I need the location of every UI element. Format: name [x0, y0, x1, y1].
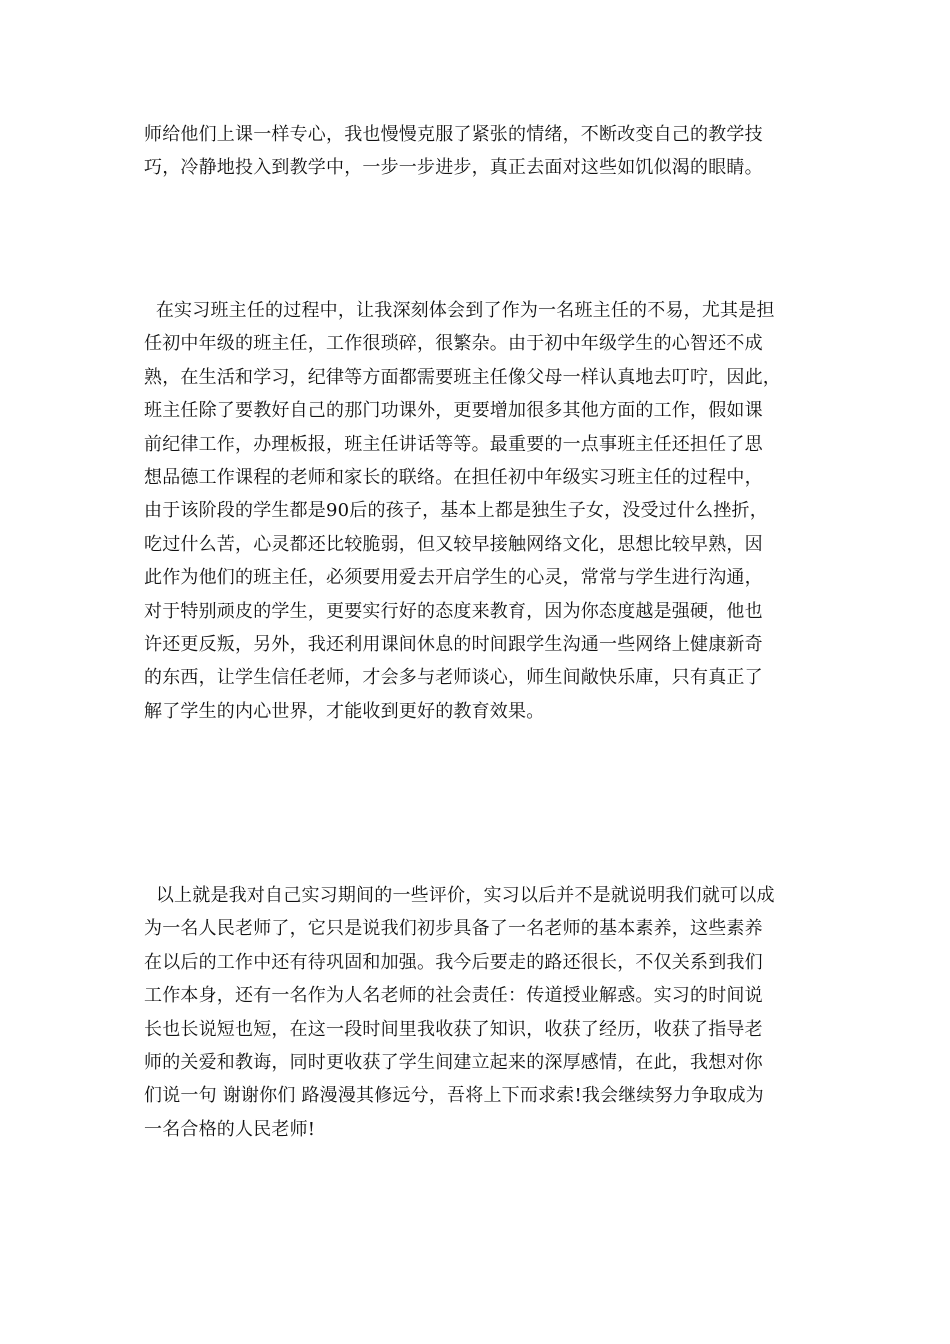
paragraph-1 — [144, 118, 816, 185]
text-line: 想品德工作课程的老师和家长的联络。在担任初中年级实习班主任的过程中， — [144, 466, 763, 488]
text-line: 们说一句 谢谢你们 路漫漫其修远兮，吾将上下而求索!我会继续努力争取成为 — [144, 1085, 764, 1107]
text-line: 任初中年级的班主任，工作很琐碎，很繁杂。由于初中年级学生的心智还不成 — [144, 333, 763, 355]
text-line: 一名合格的人民老师! — [144, 1118, 316, 1140]
text-line: 熟，在生活和学习，纪律等方面都需要班主任像父母一样认真地去叮咛，因此， — [144, 366, 781, 388]
text-line: 许还更反叛，另外，我还利用课间休息的时间跟学生沟通一些网络上健康新奇 — [144, 633, 763, 655]
text-line: 吃过什么苦，心灵都还比较脆弱，但又较早接触网络文化，思想比较早熟，因 — [144, 533, 763, 555]
text-line: 师的关爱和教诲，同时更收获了学生间建立起来的深厚感情，在此，我想对你 — [144, 1051, 763, 1073]
text-line: 在以后的工作中还有待巩固和加强。我今后要走的路还很长，不仅关系到我们 — [144, 951, 763, 973]
text-line: 班主任除了要教好自己的那门功课外，更要增加很多其他方面的工作，假如课 — [144, 400, 763, 422]
text-line: 在实习班主任的过程中，让我深刻体会到了作为一名班主任的不易，尤其是担 — [144, 300, 775, 321]
text-line: 对于特别顽皮的学生，更要实行好的态度来教育，因为你态度越是强硬，他也 — [144, 600, 763, 622]
paragraph-3 — [144, 879, 816, 1146]
text-line: 为一名人民老师了，它只是说我们初步具备了一名老师的基本素养，这些素养 — [144, 918, 763, 940]
text-line: 长也长说短也短，在这一段时间里我收获了知识，收获了经历，收获了指导老 — [144, 1018, 763, 1040]
text-line: 此作为他们的班主任，必须要用爱去开启学生的心灵，常常与学生进行沟通， — [144, 567, 763, 589]
paragraph-2 — [144, 294, 816, 728]
text-line: 的东西，让学生信任老师，才会多与老师谈心，师生间敞快乐庫，只有真正了 — [144, 667, 763, 689]
text-line: 工作本身，还有一名作为人名老师的社会责任：传道授业解惑。实习的时间说 — [144, 985, 763, 1007]
text-line: 解了学生的内心世界，才能收到更好的教育效果。 — [144, 700, 545, 722]
text-line: 由于该阶段的学生都是90后的孩子，基本上都是独生子女，没受过什么挫折， — [144, 500, 768, 522]
text-line: 以上就是我对自己实习期间的一些评价，实习以后并不是就说明我们就可以成 — [144, 885, 775, 906]
text-line: 师给他们上课一样专心，我也慢慢克服了紧张的情绪，不断改变自己的教学技 — [144, 124, 763, 145]
text-line: 巧，冷静地投入到教学中，一步一步进步，真正去面对这些如饥似渴的眼睛。 — [144, 157, 763, 179]
text-line: 前纪律工作，办理板报，班主任讲话等等。最重要的一点事班主任还担任了思 — [144, 433, 763, 455]
